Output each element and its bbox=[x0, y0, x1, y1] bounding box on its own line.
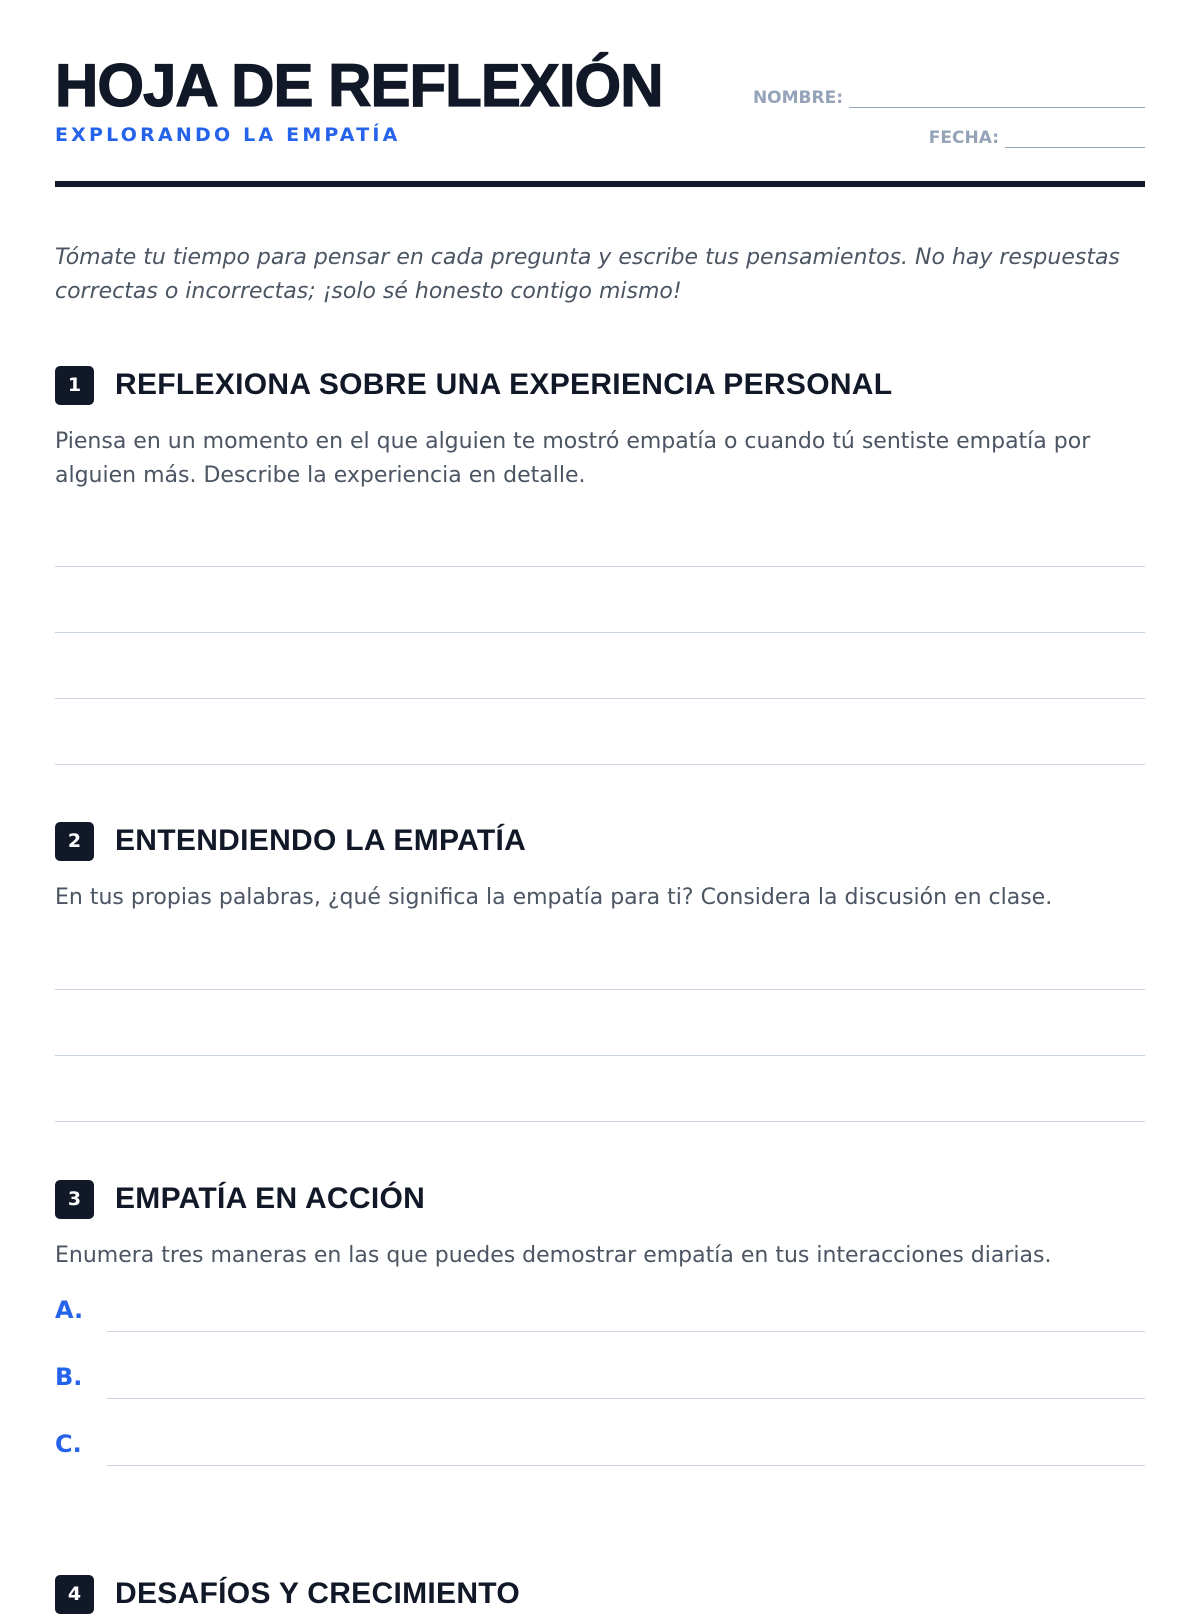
list-item-line[interactable] bbox=[107, 1291, 1145, 1332]
answer-line[interactable] bbox=[55, 501, 1145, 567]
list-item bbox=[55, 1399, 1145, 1466]
section-title: REFLEXIONA SOBRE UNA EXPERIENCIA PERSONAL bbox=[115, 368, 893, 401]
page-title: HOJA DE REFLEXIÓN bbox=[55, 52, 663, 119]
name-label: NOMBRE: bbox=[752, 88, 843, 108]
answer-line[interactable] bbox=[55, 567, 1145, 633]
date-label: FECHA: bbox=[928, 128, 999, 148]
section-4-header bbox=[55, 1574, 1145, 1614]
section-1-header bbox=[55, 365, 1145, 405]
section-2-header bbox=[55, 821, 1145, 861]
list-item bbox=[55, 1332, 1145, 1399]
answer-line[interactable] bbox=[55, 1056, 1145, 1122]
date-field[interactable] bbox=[929, 128, 1145, 148]
list-item-letter: A. bbox=[55, 1296, 84, 1324]
answer-line[interactable] bbox=[55, 924, 1145, 990]
answer-list bbox=[55, 1265, 1145, 1466]
section-number-badge: 1 bbox=[55, 366, 94, 405]
list-item-letter: B. bbox=[55, 1363, 83, 1391]
worksheet-header bbox=[55, 0, 1145, 186]
list-item-line[interactable] bbox=[107, 1425, 1145, 1466]
section-2 bbox=[55, 821, 1145, 1122]
section-title: DESAFÍOS Y CRECIMIENTO bbox=[115, 1577, 521, 1610]
answer-line[interactable] bbox=[55, 699, 1145, 765]
section-4 bbox=[55, 1574, 1145, 1614]
name-blank-line[interactable] bbox=[849, 89, 1145, 108]
section-description: Piensa en un momento en el que alguien te mostró empatía o cuando tú sentiste empatía por alguien más. Describe la experiencia en detalle. bbox=[55, 429, 1091, 488]
section-number-badge: 3 bbox=[55, 1180, 94, 1219]
list-item bbox=[55, 1265, 1145, 1332]
answer-line[interactable] bbox=[55, 990, 1145, 1056]
intro-text: Tómate tu tiempo para pensar en cada pregunta y escribe tus pensamientos. No hay respuestas correctas o incorrectas; ¡solo sé honesto contigo mismo! bbox=[55, 245, 1120, 304]
section-title: EMPATÍA EN ACCIÓN bbox=[115, 1182, 426, 1215]
answer-lines bbox=[55, 501, 1145, 765]
date-blank-line[interactable] bbox=[1005, 129, 1145, 148]
header-divider bbox=[55, 181, 1145, 187]
section-number-badge: 4 bbox=[55, 1575, 94, 1614]
answer-lines bbox=[55, 924, 1145, 1122]
page-subtitle: EXPLORANDO LA EMPATÍA bbox=[55, 124, 401, 146]
list-item-line[interactable] bbox=[107, 1358, 1145, 1399]
section-3 bbox=[55, 1179, 1145, 1466]
section-3-header bbox=[55, 1179, 1145, 1219]
section-title: ENTENDIENDO LA EMPATÍA bbox=[115, 824, 527, 857]
answer-line[interactable] bbox=[55, 633, 1145, 699]
list-item-letter: C. bbox=[55, 1430, 82, 1458]
name-field[interactable] bbox=[753, 88, 1145, 108]
section-description: Enumera tres maneras en las que puedes demostrar empatía en tus interacciones diarias. bbox=[55, 1243, 1052, 1268]
section-description: En tus propias palabras, ¿qué significa la empatía para ti? Considera la discusión en clase. bbox=[55, 885, 1053, 910]
section-1 bbox=[55, 365, 1145, 765]
section-number-badge: 2 bbox=[55, 822, 94, 861]
